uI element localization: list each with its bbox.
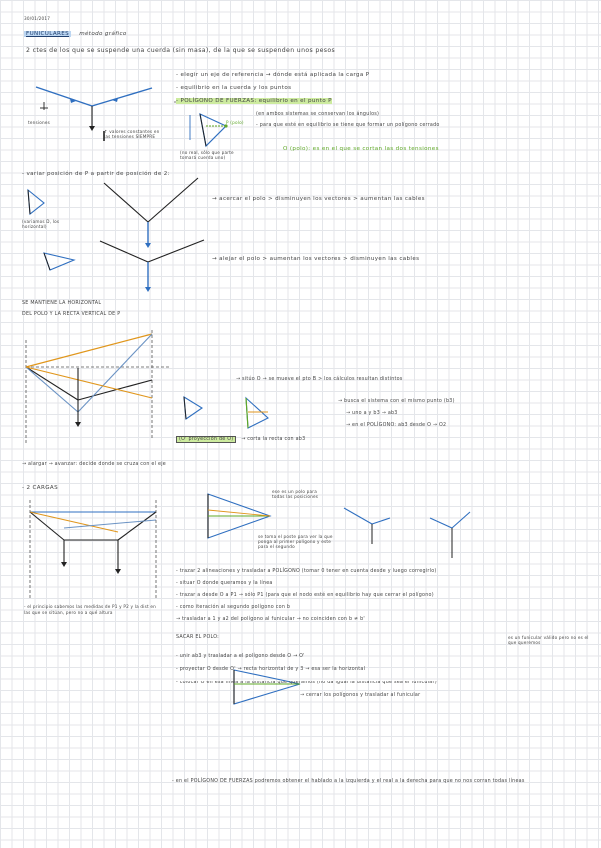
intro-line: 2 ctes de los que se suspende una cuerda (sin masa), de la que se suspenden unos pesos [26, 47, 336, 54]
s3-highlight: (O' proyección de O) [176, 436, 236, 443]
side-note-a: ese es un polo para todas las posiciones [272, 489, 319, 500]
footer-note: - en el POLÍGONO DE FUERZAS podremos obtener el hablado a la izquierda y el real a la derecha para que no nos corran todas líneas [172, 779, 525, 784]
s3-line-4: → en el POLÍGONO: ab3 desde O → O2 [346, 423, 447, 428]
step-3: - colocar O en esa línea a la distancia que queramos (no da igual la distancia que sea el funicular) [176, 681, 437, 685]
left-note: - el principio sabemos las medidas de P1 y P2 y la dist en las que se sitúan, pero no a qué altura [24, 604, 156, 615]
trap-right [118, 512, 156, 540]
caption-b: DEL POLO Y LA RECTA VERTICAL DE P [22, 312, 121, 317]
fbd-1-b [372, 518, 390, 524]
s3-highlight-tail: → corta la recta con ab3 [241, 437, 306, 442]
fbd-2-b [452, 512, 470, 528]
fbd-2-a [430, 518, 452, 528]
s4-list-3: - trazar a desde O a P1 → sólo P1 (para que el nodo esté en equilibrio hay que cerrar el polígono) [176, 593, 434, 598]
step-2: - proyectar O desde O' → recta horizontal de y 3 → esa ser la horizontal [176, 667, 366, 672]
title-highlight: FUNICULARES [26, 31, 70, 37]
s2-line-b: → alejar el polo > aumentan los vectores > disminuyen las cables [212, 256, 420, 262]
s3-line-1: → sitúo O → se mueve el pto B > los cálculos resultan distintos [236, 377, 403, 382]
label-tensiones: tensiones [28, 120, 50, 125]
fbd-1-a [344, 508, 372, 524]
s1-line-4: (en ambos sistemas se conservan los ángulos) [256, 112, 380, 117]
blue-diag [64, 520, 156, 528]
label-polo: P (polo) [226, 120, 244, 125]
load-2-arrow [115, 569, 121, 574]
s3-note: → alargar → avanzar: decide donde se cruza con el eje [22, 462, 166, 467]
load-1-arrow [61, 562, 67, 567]
label-dist: (variamos D, los horizontal) [22, 219, 60, 230]
s4-list-4: - como iteración al segundo polígono con b [176, 605, 291, 610]
sacar-polo: SACAR EL POLO: [176, 635, 220, 640]
right-note: es un funicular válido pero no es el que queremos [508, 635, 589, 646]
s2-heading: - variar posición de P a partir de posición de 2: [22, 171, 170, 177]
subtitle: método gráfico [79, 31, 127, 37]
step-4: → cerrar los polígonos y trasladar al funicular [300, 693, 421, 698]
s1-line-2: - equilibrio en la cuerda y los puntos [176, 85, 292, 91]
bottom-polygon [234, 670, 300, 704]
s4-list-1: - trazar 2 alineaciones y trasladar a POLÍGONO (tomar 0 tener en cuenta desde y luego corregirlo) [176, 569, 437, 574]
label-note: (no real, sólo que parte tomará cuerda uno) [180, 150, 234, 161]
s2-line-a: → acercar el polo > disminuyen los vectores > aumentan las cables [212, 196, 425, 202]
step-1: - unir ab3 y trasladar a el polígono desde O → O' [176, 654, 305, 659]
caption-a: SE MANTIENE LA HORIZONTAL [22, 301, 102, 306]
s1-line-1: - elegir un eje de referencia → dónde está aplicada la carga P [176, 72, 370, 78]
s4-heading: - 2 CARGAS [22, 485, 58, 491]
s4-list-5: → trasladar a 1 y a2 del polígono al funicular → no coinciden con b ≠ b' [176, 617, 365, 622]
label-constant: ↑ valores constantes en las tensiones SIEMPRE [104, 129, 160, 140]
s3-line-3: → uno a y b3 → ab3 [346, 411, 398, 416]
date-stamp: 30/01/2017 [24, 16, 51, 21]
s1-line-6-text: O (polo): es en el que se cortan las dos tensiones [283, 146, 439, 152]
side-note-b: se toma el poste para ver la que ponga al primer polígono y este para el segundo [258, 534, 333, 550]
s1-line-5: - para que esté en equilibrio se tiene que formar un polígono cerrado [256, 123, 440, 128]
s1-line-3-text: - POLÍGONO DE FUERZAS: equilibrio en el punto P [176, 98, 332, 104]
s3-line-2: → busca el sistema con el mismo punto (b3) [338, 399, 455, 404]
orange-diag [30, 512, 118, 532]
s4-list-2: - situar O donde queramos y la línea [176, 581, 273, 586]
